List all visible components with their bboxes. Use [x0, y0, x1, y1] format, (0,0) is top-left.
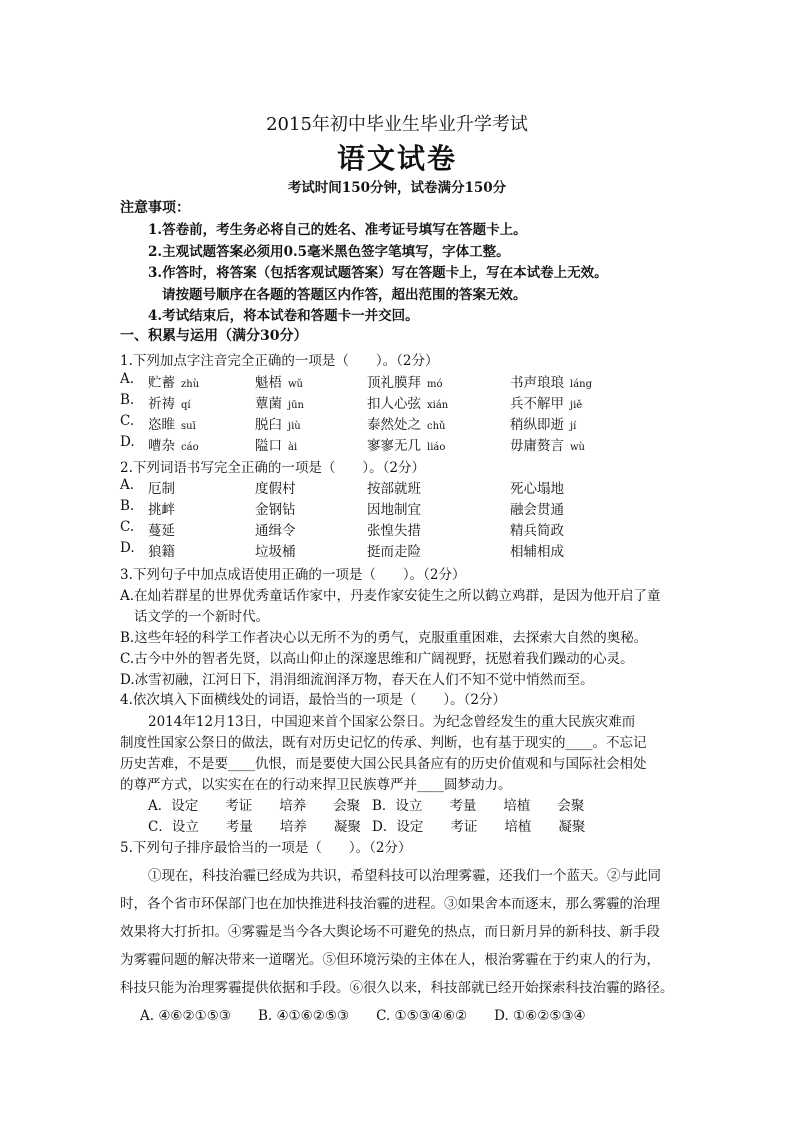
option-word-text: 魁梧	[255, 375, 282, 391]
option-word-text: 兵不解甲	[510, 396, 564, 412]
question-1-option-word	[255, 371, 303, 391]
question-2-option-word: 因地制宜	[367, 502, 421, 518]
question-1-option-word	[367, 434, 445, 454]
option-word-text: 泰然处之	[367, 417, 421, 433]
question-1-option-word	[148, 392, 191, 412]
pinyin-annotation: zhù	[181, 379, 200, 390]
question-1-option-word	[148, 434, 199, 454]
question-4-stem: 4.依次填入下面横线处的词语，最恰当的一项是（ ）。（2分）	[120, 692, 506, 708]
pinyin-annotation: qí	[181, 400, 191, 411]
question-1-option-word	[367, 413, 445, 433]
question-1-option-word	[510, 392, 582, 412]
question-1-option-word	[367, 371, 443, 391]
notice-item-2: 2.主观试题答案必须用0.5毫米黑色签字笔填写，字体工整。	[148, 244, 510, 260]
option-word-text: 扣人心弦	[367, 396, 421, 412]
option-word-text: 顶礼膜拜	[367, 375, 421, 391]
question-1-option-word	[148, 371, 199, 391]
exam-title: 2015年初中毕业生毕业升学考试	[266, 114, 528, 135]
question-2-stem: 2.下列词语书写完全正确的一项是（ ）。（2分）	[120, 460, 425, 476]
pinyin-annotation: jiě	[570, 400, 583, 411]
question-5-passage-line-4: 为雾霾问题的解决带来一道曙光。⑤但环境污染的主体在人，根治雾霾在于约束人的行为，	[120, 952, 660, 968]
question-4-option-a: A．设定 考证 培养 会聚	[148, 798, 361, 814]
pinyin-annotation: mó	[427, 379, 443, 390]
question-1-option-letter: C.	[120, 413, 135, 429]
question-4-passage-line-4: 的尊严方式，以实实在在的行动来捍卫民族尊严并____圆梦动力。	[120, 777, 512, 793]
question-2-option-word: 精兵简政	[510, 523, 564, 539]
pinyin-annotation: xián	[427, 400, 449, 411]
question-1-option-word	[510, 413, 576, 433]
pinyin-annotation: cáo	[181, 442, 199, 453]
option-word-text: 贮蓄	[148, 375, 175, 391]
section-heading: 一、积累与运用（满分30分）	[120, 328, 308, 344]
question-2-option-word: 张惶失措	[367, 523, 421, 539]
question-1-option-word	[255, 413, 301, 433]
question-4-passage-line-2: 制度性国家公祭日的做法，既有对历史记忆的传承、判断，也有基于现实的____。不忘记	[120, 735, 647, 751]
pinyin-annotation: jí	[570, 421, 577, 432]
question-5-passage-line-3: 效果将大打折扣。④雾霾是当今各大舆论场不可避免的热点，而日新月异的新科技、新手段	[120, 924, 660, 940]
notice-item-1: 1.答卷前，考生务必将自己的姓名、准考证号填写在答题卡上。	[148, 222, 527, 238]
question-2-option-word: 挺而走险	[367, 544, 421, 560]
question-1-option-word	[255, 392, 304, 412]
question-2-option-letter: D.	[120, 540, 135, 556]
question-2-option-word: 垃圾桶	[255, 544, 296, 560]
question-1-option-letter: A.	[120, 371, 135, 387]
question-2-option-word: 狼籍	[148, 544, 175, 560]
option-word-text: 祈祷	[148, 396, 175, 412]
question-2-option-word: 蔓延	[148, 523, 175, 539]
question-5-passage-line-1: ①现在，科技治霾已经成为共识，希望科技可以治理雾霾，还我们一个蓝天。②与此同	[148, 868, 661, 884]
notice-item-3-cont: 请按题号顺序在各题的答题区内作答，超出范围的答案无效。	[162, 287, 527, 303]
question-2-option-word: 度假村	[255, 481, 296, 497]
question-1-option-word	[367, 392, 448, 412]
question-1-option-letter: B.	[120, 392, 135, 408]
question-1-option-word	[255, 434, 297, 454]
question-2-option-word: 厄制	[148, 481, 175, 497]
option-word-text: 隘口	[255, 438, 282, 454]
question-2-option-word: 融会贯通	[510, 502, 564, 518]
notice-item-4: 4.考试结束后，将本试卷和答题卡一并交回。	[148, 308, 419, 324]
exam-time-info: 考试时间150分钟，试卷满分150分	[287, 180, 507, 196]
question-4-option-b: B．设立 考量 培植 会聚	[372, 798, 585, 814]
pinyin-annotation: láng	[570, 379, 593, 390]
pinyin-annotation: suī	[181, 421, 196, 432]
question-3-stem: 3.下列句子中加点成语使用正确的一项是（ ）。（2分）	[120, 567, 466, 583]
question-1-option-letter: D.	[120, 434, 135, 450]
pinyin-annotation: wù	[570, 442, 585, 453]
option-word-text: 脱臼	[255, 417, 282, 433]
question-2-option-letter: C.	[120, 519, 135, 535]
question-1-option-word	[510, 371, 592, 391]
notice-heading: 注意事项：	[120, 200, 190, 216]
question-5-options: A. ④⑥②①⑤③ B. ④①⑥②⑤③ C. ①⑤③④⑥② D. ①⑥②⑤③④	[140, 1008, 586, 1024]
question-4-option-d: D．设定 考证 培植 凝聚	[372, 819, 586, 835]
question-3-option-a: A.在灿若群星的世界优秀童话作家中，丹麦作家安徒生之所以鹤立鸡群，是因为他开启了童	[120, 588, 661, 604]
option-word-text: 寥寥无几	[367, 438, 421, 454]
question-3-option-a-cont: 话文学的一个新时代。	[134, 609, 269, 625]
question-1-stem: 1.下列加点字注音完全正确的一项是（ ）。（2分）	[120, 353, 439, 369]
question-5-stem: 5.下列句子排序最恰当的一项是（ ）。（2分）	[120, 840, 412, 856]
question-3-option-c: C.古今中外的智者先贤，以高山仰止的深邃思维和广阔视野，抚慰着我们躁动的心灵。	[120, 651, 634, 667]
option-word-text: 稍纵即逝	[510, 417, 564, 433]
question-2-option-word: 通缉令	[255, 523, 296, 539]
question-2-option-word: 挑衅	[148, 502, 175, 518]
question-5-passage-line-2: 时，各个省市环保部门也在加快推进科技治霾的进程。③如果舍本而逐末，那么雾霾的治理	[120, 896, 660, 912]
pinyin-annotation: chǔ	[427, 421, 446, 432]
option-word-text: 书声琅琅	[510, 375, 564, 391]
pinyin-annotation: wǔ	[288, 379, 303, 390]
question-2-option-letter: B.	[120, 498, 135, 514]
question-2-option-word: 死心塌地	[510, 481, 564, 497]
option-word-text: 恣睢	[148, 417, 175, 433]
pinyin-annotation: jūn	[288, 400, 304, 411]
question-3-option-b: B.这些年轻的科学工作者决心以无所不为的勇气，克服重重困难，去探索大自然的奥秘。	[120, 630, 648, 646]
question-2-option-letter: A.	[120, 477, 135, 493]
pinyin-annotation: jiù	[288, 421, 301, 432]
question-1-option-word	[510, 434, 585, 454]
question-4-passage-line-3: 历史苦难，不是要____仇恨，而是要使大国公民具备应有的历史价值观和与国际社会相处	[120, 756, 647, 772]
question-2-option-word: 相辅相成	[510, 544, 564, 560]
question-3-option-d: D.冰雪初融，江河日下，涓涓细流润泽万物，春天在人们不知不觉中悄然而至。	[120, 672, 594, 688]
notice-item-3: 3.作答时，将答案（包括客观试题答案）写在答题卡上，写在本试卷上无效。	[148, 265, 608, 281]
pinyin-annotation: ài	[288, 442, 298, 453]
question-2-option-word: 按部就班	[367, 481, 421, 497]
question-5-passage-line-5: 科技只能为治理雾霾提供依据和手段。⑥很久以来，科技部就已经开始探索科技治霾的路径。	[120, 980, 674, 996]
question-4-option-c: C．设立 考量 培养 凝聚	[148, 819, 361, 835]
option-word-text: 嘈杂	[148, 438, 175, 454]
option-word-text: 毋庸赘言	[510, 438, 564, 454]
question-1-option-word	[148, 413, 196, 433]
option-word-text: 蕈菌	[255, 396, 282, 412]
question-4-passage-line-1: 2014年12月13日，中国迎来首个国家公祭日。为纪念曾经发生的重大民族灾难而	[148, 714, 636, 730]
question-2-option-word: 金钢钻	[255, 502, 296, 518]
pinyin-annotation: liáo	[427, 442, 446, 453]
paper-title: 语文试卷	[336, 142, 457, 175]
